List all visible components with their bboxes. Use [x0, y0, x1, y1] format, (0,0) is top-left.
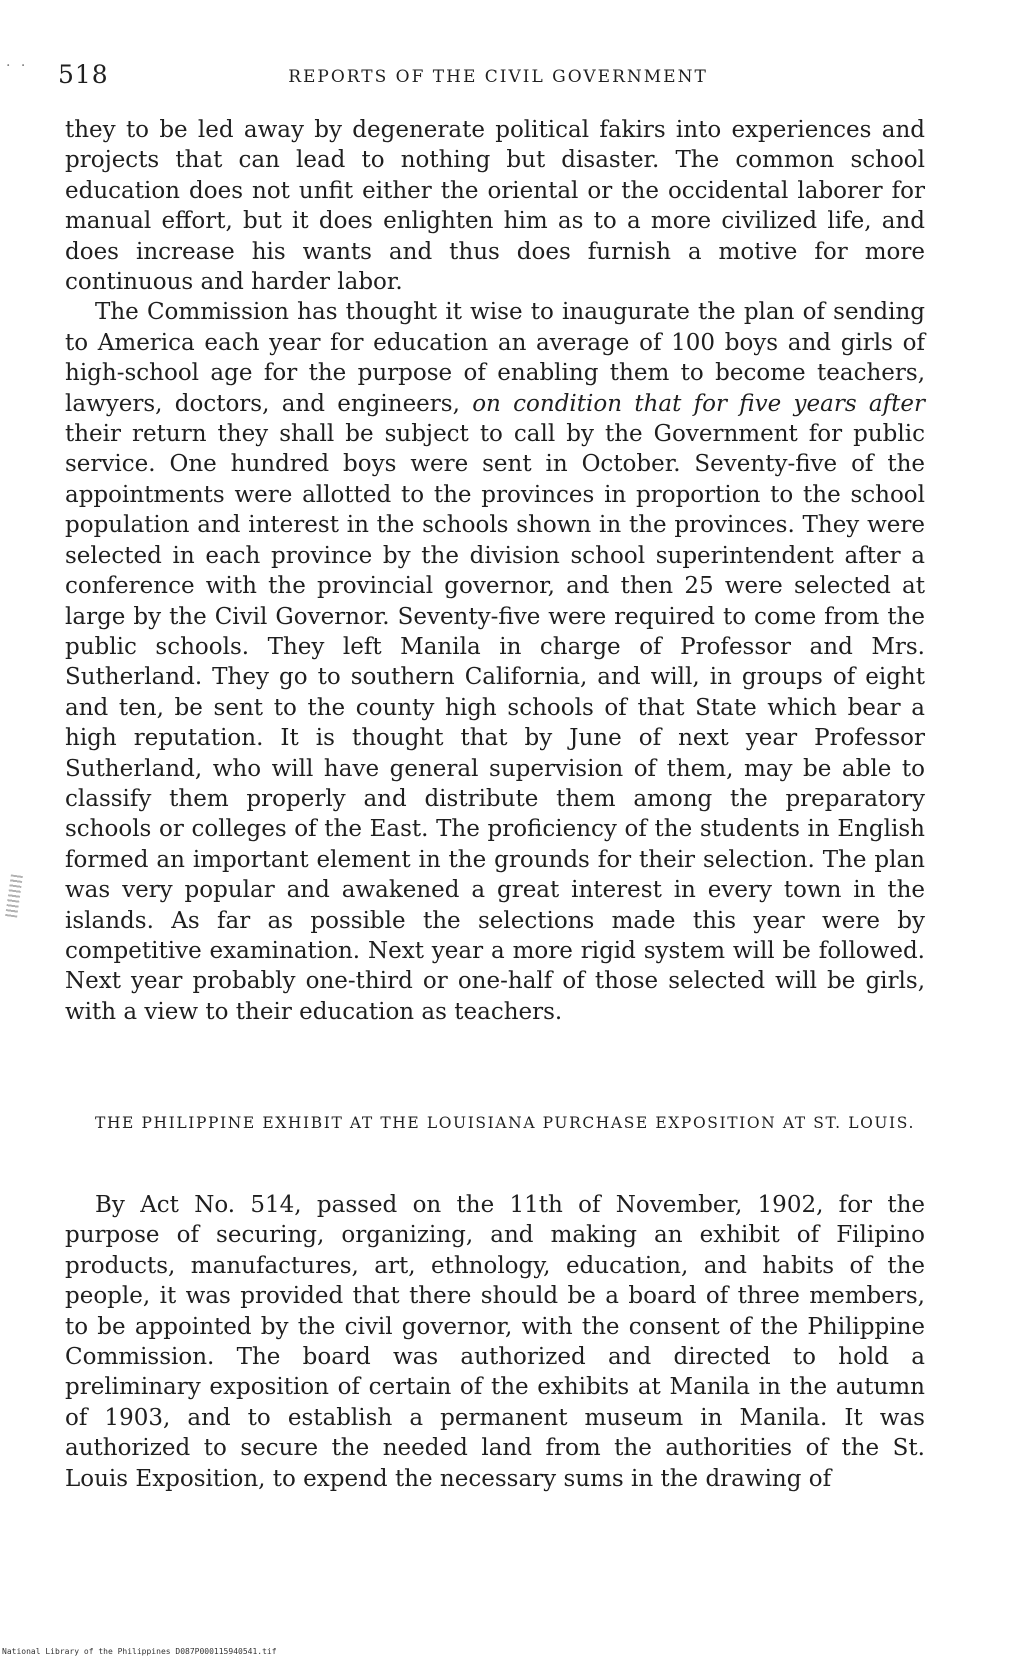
paragraph-continuation: they to be led away by degenerate political fakirs into experiences and projects that can lead to nothing but disaster. The common school education does not unfit either the oriental or the occidental laborer for manual effort, but it does enlighten him as to a more civilized life, and does increase his wants and thus does furnish a motive for more continuous and harder labor. — [65, 117, 925, 296]
paragraph-commission-end: their return they shall be subject to call by the Government for public service. One hundred boys were sent in October. Seventy-five of the appointments were allotted to the provinces in proportion to the school population and interest in the schools shown in the provinces. They were selected in each province by the division school superintendent after a conference with the provincial governor, and then 25 were selected at large by the Civil Governor. Seventy-five were required to come from the public schools. They left Manila in charge of Professor and Mrs. Sutherland. They go to southern California, and will, in groups of eight and ten, be sent to the county high schools of that State which bear a high reputation. It is thought that by June of next year Professor Sutherland, who will have general supervision of them, may be able to classify them properly and distribute them among the preparatory schools or colleges of the East. The proficiency of the students in English formed an important element in the grounds for their selection. The plan was very popular and awakened a great interest in every town in the islands. As far as possible the selections made this year were by competitive examination. Next year a more rigid system will be followed. Next year probably one-third or one-half of those selected will be girls, with a view to their education as teachers. — [65, 421, 925, 1025]
section-heading: THE PHILIPPINE EXHIBIT AT THE LOUISIANA PURCHASE EXPOSITION AT ST. LOUIS. — [95, 1114, 915, 1132]
running-head: REPORTS OF THE CIVIL GOVERNMENT — [288, 67, 708, 87]
paragraph-act-514: By Act No. 514, passed on the 11th of November, 1902, for the purpose of securing, organizing, and making an exhibit of Filipino products, manufactures, art, ethnology, education, and habits of the people, it was provided that there should be a board of three members, to be appointed by the civil governor, with the consent of the Philippine Commission. The board was authorized and directed to hold a preliminary exposition of certain of the exhibits at Manila in the autumn of 1903, and to establish a permanent museum in Manila. It was authorized to secure the needed land from the authorities of the St. Louis Exposition, to expend the necessary sums in the drawing of — [65, 1192, 925, 1492]
scan-footer: National Library of the Philippines D087P000115940541.tif — [2, 1647, 277, 1656]
scan-edge-marks: · · — [6, 58, 29, 74]
paragraph-commission-start: The Commission has thought it wise to inaugurate the plan of sending to America each year for education an average of 100 boys and girls of high-school age for the purpose of enabling them to become teachers, lawyers, doctors, and engineers, — [65, 299, 925, 417]
page-number: 518 — [58, 60, 109, 89]
paragraph-commission — [65, 297, 925, 1027]
page-header — [58, 60, 938, 94]
text-block-bottom — [65, 1190, 925, 1494]
text-block-top — [65, 115, 925, 1027]
italic-condition: on condition that for five years after — [472, 390, 926, 417]
scan-speck — [5, 874, 23, 917]
